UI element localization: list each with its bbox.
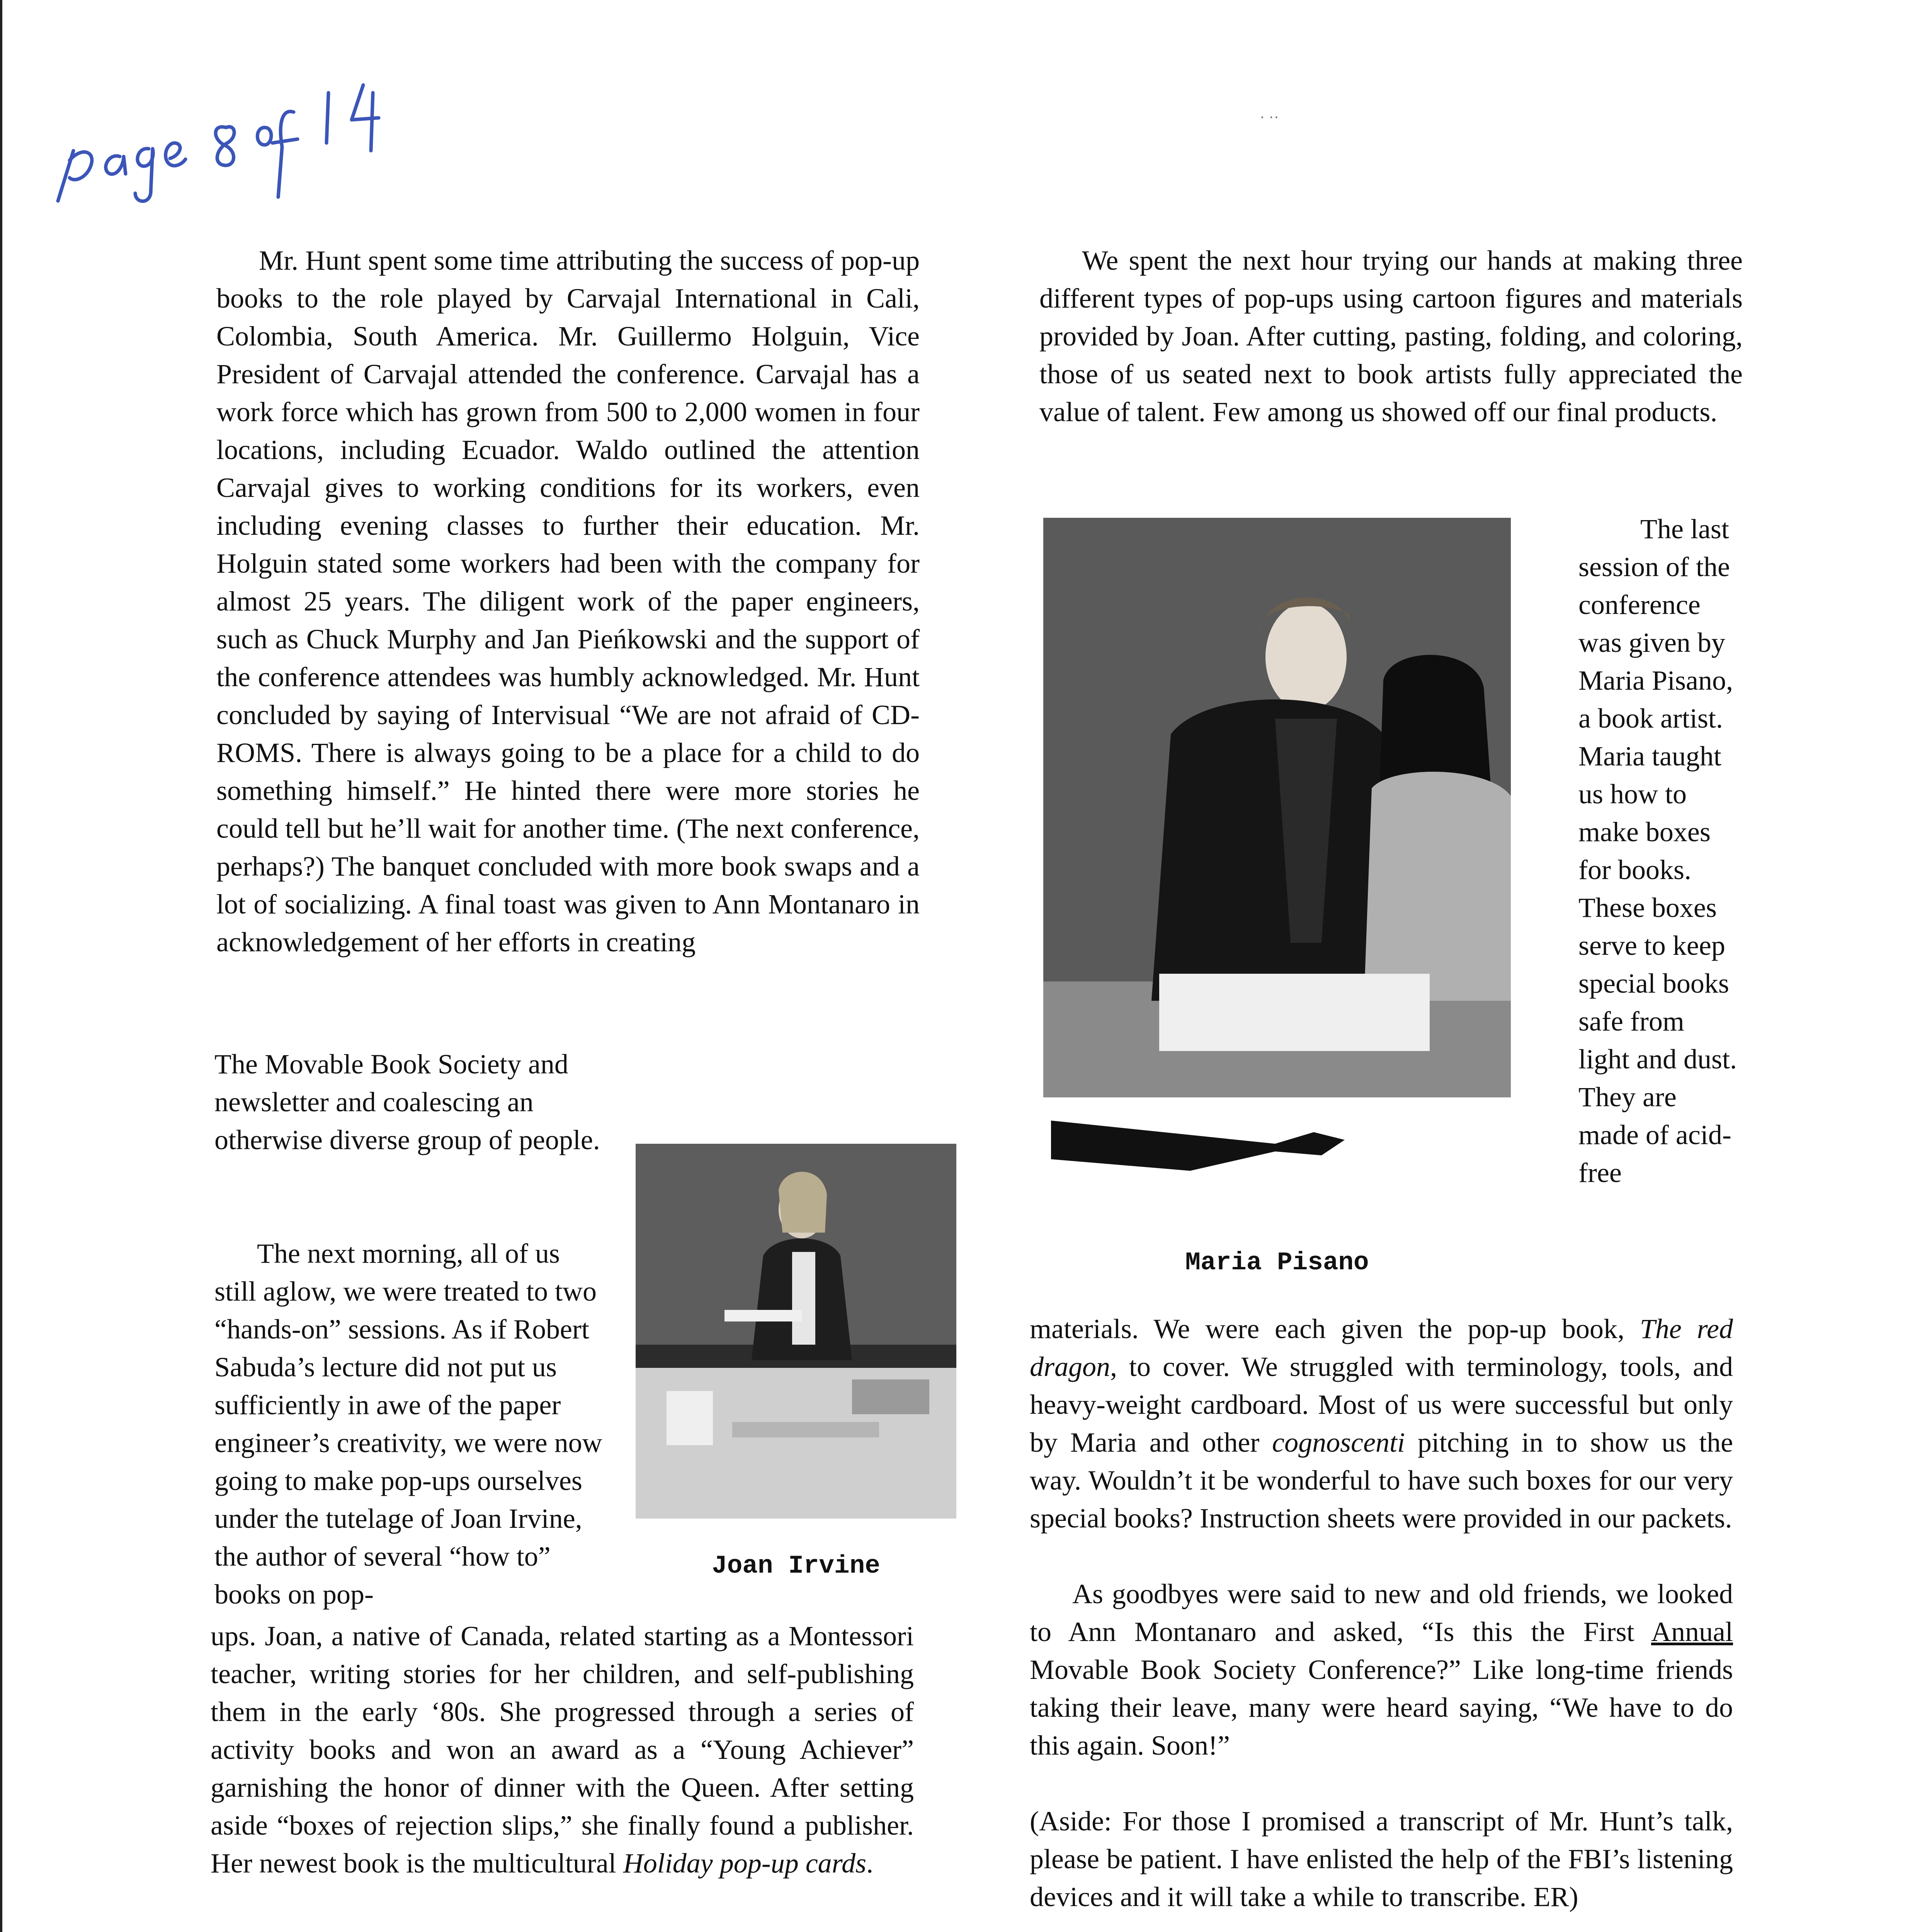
word-cognoscenti: cognoscenti: [1272, 1427, 1405, 1458]
paragraph-joan-bio: [211, 1617, 914, 1882]
word-annual: Annual: [1651, 1616, 1733, 1647]
paragraph-society-tail: The Movable Book Society and newsletter and coalescing an otherwise diverse group of people.: [214, 1049, 600, 1155]
photo-maria-pisano-image: [1043, 518, 1511, 1223]
handwritten-page-note: [46, 70, 394, 232]
goodbyes-text-b: Movable Book Society Conference?” Like long-time friends taking their leave, many were heard saying, “We have to do this again. Soon!”: [1030, 1654, 1733, 1761]
book-title-holiday: Holiday pop-up cards: [623, 1848, 867, 1879]
scan-edge-line: [0, 0, 2, 1932]
goodbyes-text-a: As goodbyes were said to new and old friends, we looked to Ann Montanaro and asked, “Is this the First: [1030, 1578, 1733, 1647]
boxes-text-b: , to cover. We struggled with terminology, tools, and heavy-weight cardboard. Most of us were successful but only by Maria and other: [1030, 1351, 1733, 1458]
scan-speck: · ··: [1260, 109, 1279, 126]
left-column-continued: [211, 1617, 914, 1882]
right-column-narrow: [1578, 510, 1739, 1192]
photo-joan-irvine: [636, 1144, 956, 1519]
paragraph-next-morning: The next morning, all of us still aglow, we were treated to two “hands-on” sessions. As if Robert Sabuda’s lecture did not put us sufficiently in awe of the paper engineer’s creativity, we were now going to make pop-ups ourselves under the tutelage of Joan Irvine, the author of several “how to” books on pop-: [214, 1238, 602, 1610]
paragraph-goodbyes: [1030, 1575, 1733, 1764]
boxes-text-a: materials. We were each given the pop-up book,: [1030, 1313, 1625, 1344]
photo-joan-irvine-image: [636, 1144, 956, 1519]
book-title-red-dragon: The red dragon: [1030, 1313, 1733, 1382]
left-column-top: [216, 242, 920, 961]
caption-maria-pisano: Maria Pisano: [1185, 1248, 1369, 1277]
paragraph-aside: (Aside: For those I promised a transcript of Mr. Hunt’s talk, please be patient. I have enlisted the help of the FBI’s listening devices and it will take a while to transcribe. ER): [1030, 1806, 1733, 1912]
handwriting-drawing: [46, 70, 394, 232]
left-column-next-morning: [214, 1235, 605, 1613]
photo-maria-pisano: [1043, 518, 1511, 1223]
right-column-continued: [1030, 1310, 1733, 1916]
boxes-text-c: pitching in to show us the way. Wouldn’t it be wonderful to have such boxes for our very special books? Instruction sheets were provided in our packets.: [1030, 1427, 1733, 1534]
joan-bio-end: .: [866, 1848, 874, 1879]
left-column-tail: [214, 1045, 605, 1159]
joan-bio-text: ups. Joan, a native of Canada, related starting as a Montessori teacher, writing stories for her children, and self-publishing them in the early ‘80s. She progressed through a series of activity books and won an award as a “Young Achiever” garnishing the honor of dinner with the Queen. After setting aside “boxes of rejection slips,” she finally found a publisher. Her newest book is the multicultural: [211, 1621, 914, 1879]
paragraph-last-session: The last session of the conference was given by Maria Pisano, a book artist. Maria taught us how to make boxes for books. These boxes serve to keep special books safe from light and dust. They are made of acid-free: [1578, 514, 1737, 1188]
paragraph-hunt-carvajal: Mr. Hunt spent some time attributing the success of pop-up books to the role played by Carvajal International in Cali, Colombia, South America. Mr. Guillermo Holguin, Vice President of Carvajal attended the conference. Carvajal has a work force which has grown from 500 to 2,000 women in four locations, including Ecuador. Waldo outlined the attention Carvajal gives to working conditions for its workers, even including evening classes to further their education. Mr. Holguin stated some workers had been with the company for almost 25 years. The diligent work of the paper engineers, such as Chuck Murphy and Jan Pieńkowski and the support of the conference attendees was humbly acknowledged. Mr. Hunt concluded by saying of Intervisual “We are not afraid of CD-ROMS. There is always going to be a place for a child to do something himself.” He hinted there were more stories he could tell but he’ll wait for another time. (The next conference, perhaps?) The banquet concluded with more book swaps and a lot of socializing. A final toast was given to Ann Montanaro in acknowledgement of her efforts in creating: [216, 245, 920, 957]
caption-joan-irvine: Joan Irvine: [712, 1551, 880, 1580]
paragraph-pop-up-making: We spent the next hour trying our hands at making three different types of pop-ups using cartoon figures and materials provided by Joan. After cutting, pasting, folding, and coloring, those of us seated next to book artists fully appreciated the value of talent. Few among us showed off our final products.: [1039, 245, 1743, 427]
paragraph-boxes: [1030, 1310, 1733, 1537]
right-column-top: [1039, 242, 1743, 431]
